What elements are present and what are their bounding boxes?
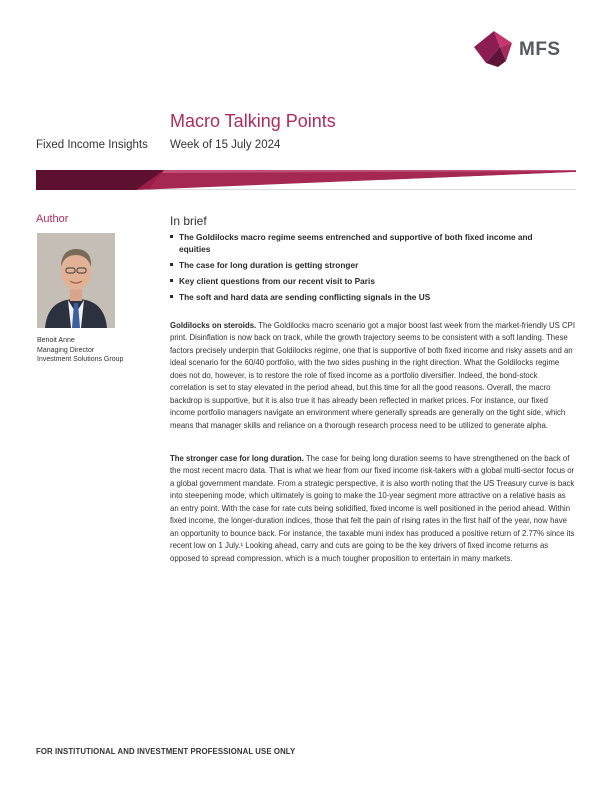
author-name: Benoit Anne: [37, 337, 75, 344]
brief-item: The soft and hard data are sending conflicting signals in the US: [170, 291, 540, 303]
author-photo: [37, 233, 115, 328]
section-body: The case for being long duration seems to have strengthened on the back of the most recent macro data. That is what we hear from our fixed income risk-takers with a global multi-sector focus or a global government mandate. From a strategic perspective, it is also worth noting that the US Treasury curve is back into steepening mode, which ultimately is going to make the 10-year segment more attractive on a relative basis as an entry point. With the case for rate cuts being solidified, fixed income is well positioned in the period ahead. Within fixed income, the longer-duration indices, those that felt the pain of rising rates in the first half of the year, now have an opportunity to bounce back. For instance, the taxable muni index has produced a positive return of 2.77% since its recent low on 1 July.¹ Looking ahead, carry and cuts are going to be the key drivers of fixed income returns as opposed to spread compression, which is a much tougher proposition to entertain in many markets.: [170, 454, 575, 563]
page-title: Macro Talking Points: [170, 111, 336, 131]
section-lead: The stronger case for long duration.: [170, 454, 304, 463]
section-lead: Goldilocks on steroids.: [170, 321, 257, 330]
section-long-duration: [170, 453, 575, 565]
author-role: Managing Director: [37, 346, 95, 354]
brief-list: [170, 231, 540, 306]
series-label: Fixed Income Insights: [36, 139, 148, 151]
header-band: [36, 170, 576, 190]
author-heading: Author: [36, 213, 69, 225]
author-group: Investment Solutions Group: [37, 356, 124, 363]
brief-item: Key client questions from our recent visit to Paris: [170, 275, 540, 287]
footer-disclaimer: FOR INSTITUTIONAL AND INVESTMENT PROFESSIONAL USE ONLY: [36, 747, 296, 756]
logo-text: MFS: [519, 39, 561, 60]
brief-heading: In brief: [170, 214, 207, 228]
author-info: [37, 336, 123, 365]
mfs-diamond-icon: [472, 25, 522, 69]
brief-item: The case for long duration is getting stronger: [170, 259, 540, 271]
week-label: Week of 15 July 2024: [170, 139, 281, 151]
section-body: The Goldilocks macro scenario got a major boost last week from the market-friendly US CPI print. Disinflation is now back on track, while the growth trajectory seems to be consistent with a soft landing. These factors precisely underpin that Goldilocks regime, one that is supportive of both fixed income and risky assets and an ideal scenario for the 60/40 portfolio, with the two sides pushing in the right direction. What the Goldilocks regime does not do, however, is to restore the role of fixed income as a portfolio diversifier. Indeed, the bond-stock correlation is set to stay elevated in the period ahead, but this time for all the good reasons. Overall, the macro backdrop is supportive, but it is also true it has already been reflected in market prices. For instance, our fixed income portfolio managers navigate an environment where generally spreads are generally on the tight side, which means that manager skills and reliance on a thorough research process need to be utilized to generate alpha.: [170, 321, 576, 430]
section-goldilocks: [170, 320, 575, 432]
brief-item: The Goldilocks macro regime seems entrenched and supportive of both fixed income and equities: [170, 231, 540, 256]
